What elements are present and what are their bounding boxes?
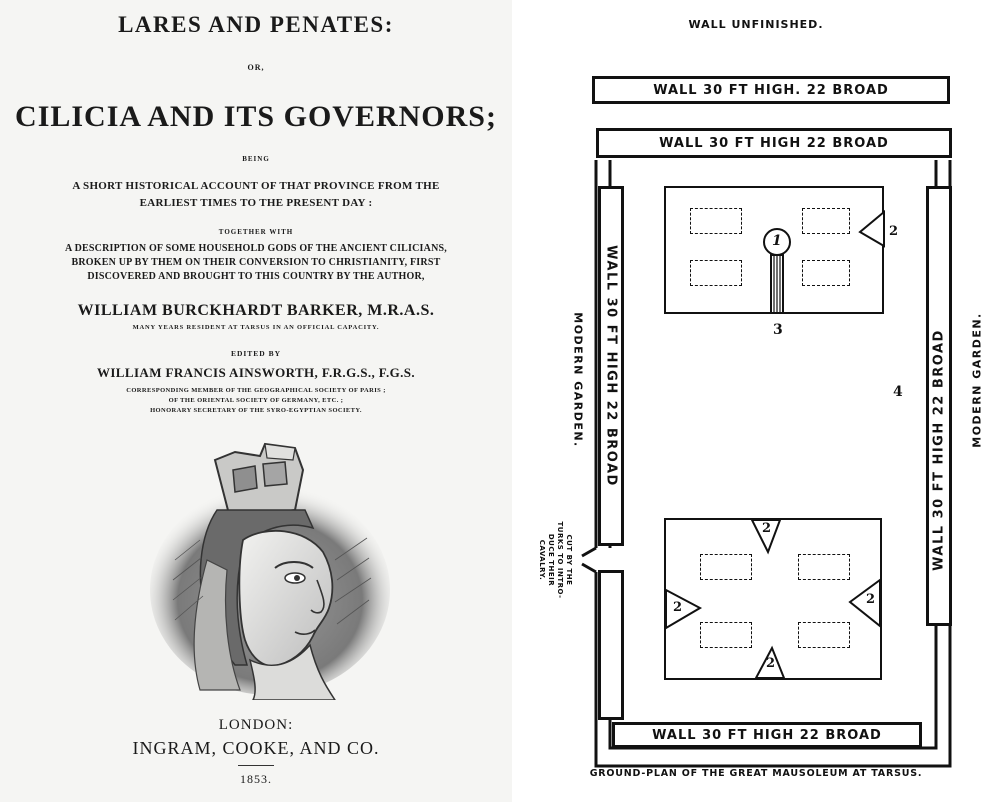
- publication-year: 1853.: [240, 772, 272, 786]
- wall-unfinished-label: WALL UNFINISHED.: [688, 18, 824, 31]
- editor-title-line: CORRESPONDING MEMBER OF THE GEOGRAPHICAL SOCIETY OF PARIS ;: [126, 387, 386, 394]
- left-wall-label: WALL 30 FT HIGH 22 BROAD: [603, 245, 619, 487]
- book-title: LARES AND PENATES:: [118, 12, 394, 37]
- publication-city: LONDON:: [218, 717, 294, 733]
- description-block: [0, 178, 512, 212]
- book-subtitle: CILICIA AND ITS GOVERNORS;: [15, 100, 497, 133]
- label-1: 1: [772, 233, 782, 249]
- editor-titles: [0, 386, 512, 416]
- bottom-wall: [612, 722, 922, 748]
- top-wall-inner-label: WALL 30 FT HIGH 22 BROAD: [659, 135, 889, 151]
- or-text: OR,: [247, 63, 265, 72]
- cut-note-line: CAVALRY.: [538, 539, 546, 581]
- right-wall-label: WALL 30 FT HIGH 22 BROAD: [931, 329, 947, 571]
- description2-line: DISCOVERED AND BROUGHT TO THIS COUNTRY BY THE AUTHOR,: [87, 271, 425, 282]
- left-garden-label: MODERN GARDEN.: [571, 312, 585, 448]
- label-2: 2: [866, 592, 876, 607]
- bottom-wall-label: WALL 30 FT HIGH 22 BROAD: [652, 727, 882, 743]
- cut-note-line: TURKS TO INTRO-: [556, 521, 564, 599]
- label-3: 3: [773, 322, 783, 338]
- right-garden-label: MODERN GARDEN.: [970, 312, 984, 448]
- plan-caption: GROUND-PLAN OF THE GREAT MAUSOLEUM AT TARSUS.: [589, 768, 923, 779]
- together-text: TOGETHER WITH: [218, 228, 294, 236]
- author-note: MANY YEARS RESIDENT AT TARSUS IN AN OFFICIAL CAPACITY.: [132, 324, 380, 331]
- label-2: 2: [889, 224, 899, 239]
- cut-note-line: CUT BY THE: [565, 534, 573, 586]
- label-2: 2: [673, 600, 683, 615]
- year-rule: [238, 765, 274, 766]
- being-text: BEING: [242, 155, 270, 163]
- description2-block: [0, 242, 512, 284]
- label-4: 4: [893, 384, 903, 400]
- description-line: A SHORT HISTORICAL ACCOUNT OF THAT PROVINCE FROM THE: [72, 180, 440, 192]
- edited-by: EDITED BY: [230, 349, 282, 358]
- editor-name: WILLIAM FRANCIS AINSWORTH, F.R.G.S., F.G.S.: [96, 365, 416, 380]
- cut-note-line: DUCE THEIR: [547, 533, 555, 587]
- editor-title-line: OF THE ORIENTAL SOCIETY OF GERMANY, ETC. ;: [168, 397, 344, 404]
- author-name: WILLIAM BURCKHARDT BARKER, M.R.A.S.: [77, 302, 435, 319]
- editor-title-line: HONORARY SECRETARY OF THE SYRO-EGYPTIAN SOCIETY.: [150, 407, 362, 414]
- publisher: INGRAM, COOKE, AND CO.: [132, 738, 380, 758]
- description2-line: A DESCRIPTION OF SOME HOUSEHOLD GODS OF THE ANCIENT CILICIANS,: [65, 243, 447, 254]
- ground-plan: [512, 0, 1000, 802]
- lower-chamber-niches: [512, 0, 1000, 802]
- crowned-head-engraving: [145, 440, 395, 700]
- label-2: 2: [766, 656, 776, 671]
- top-wall-outer-label: WALL 30 FT HIGH. 22 BROAD: [653, 82, 889, 98]
- description2-line: BROKEN UP BY THEM ON THEIR CONVERSION TO CHRISTIANITY, FIRST: [71, 257, 441, 268]
- description-line: EARLIEST TIMES TO THE PRESENT DAY :: [139, 197, 373, 209]
- label-2: 2: [762, 521, 772, 536]
